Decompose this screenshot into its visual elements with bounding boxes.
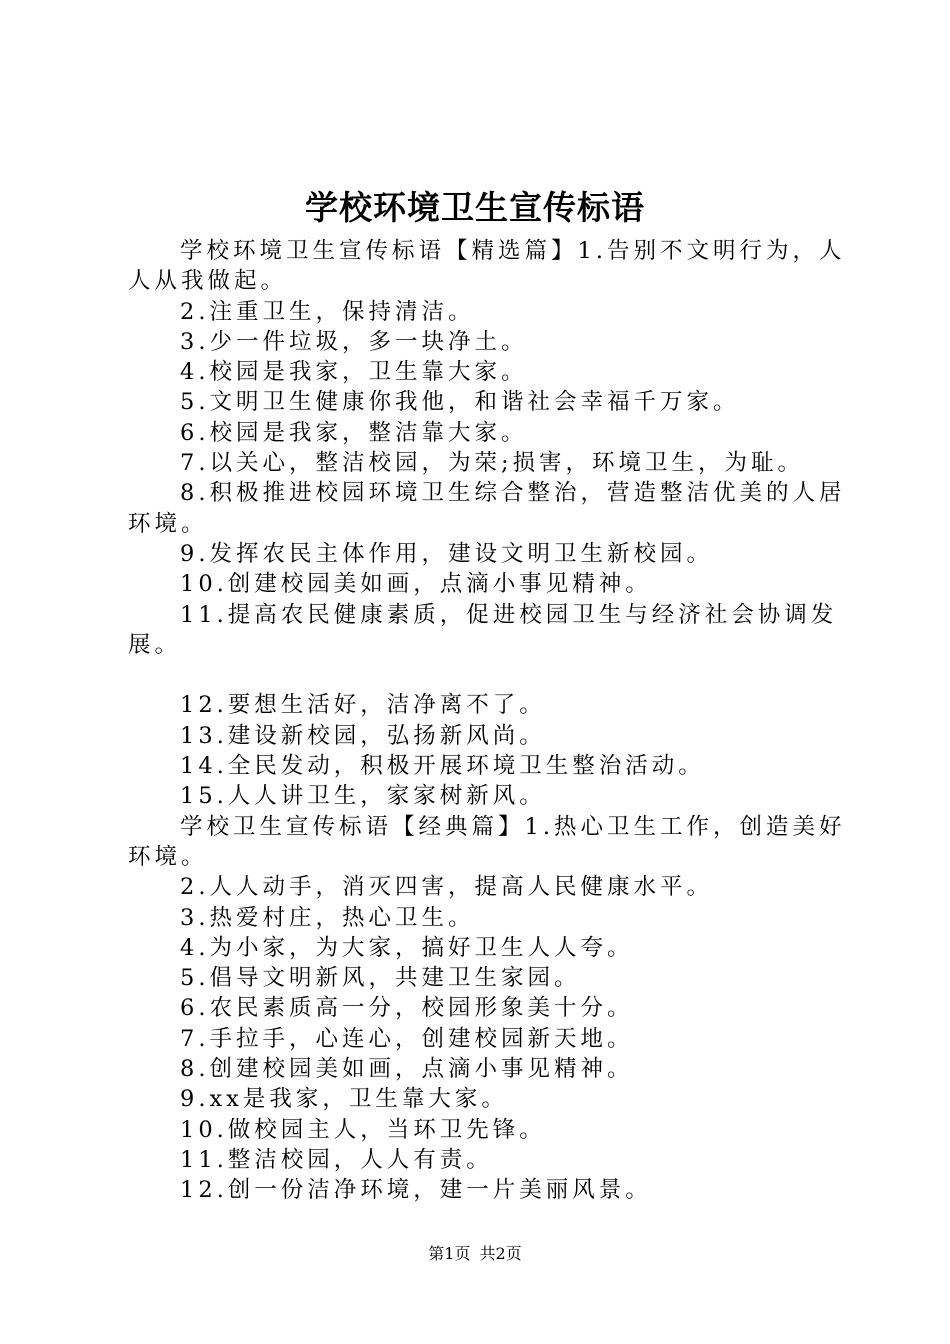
paragraph: 7.手拉手，心连心，创建校园新天地。 [180, 1025, 634, 1052]
page-total: 共2页 [479, 1244, 522, 1263]
paragraph: 15.人人讲卫生，家家树新风。 [180, 783, 546, 810]
paragraph: 8.创建校园美如画，点滴小事见精神。 [180, 1056, 634, 1083]
paragraph: 10.做校园主人，当环卫先锋。 [180, 1116, 546, 1143]
paragraph: 5.倡导文明新风，共建卫生家园。 [180, 965, 581, 992]
paragraph: 4.校园是我家，卫生靠大家。 [180, 359, 528, 386]
paragraph: 3.热爱村庄，热心卫生。 [180, 904, 475, 931]
paragraph: 14.全民发动，积极开展环境卫生整治活动。 [180, 753, 705, 780]
paragraph: 6.农民素质高一分，校园形象美十分。 [180, 995, 634, 1022]
paragraph: 11.提高农民健康素质，促进校园卫生与经济社会协调发展。 [128, 601, 838, 658]
blank-line [128, 660, 848, 690]
paragraph: 8.积极推进校园环境卫生综合整治，营造整洁优美的人居环境。 [128, 480, 846, 537]
document-body [128, 236, 848, 1206]
paragraph: 3.少一件垃圾，多一块净土。 [180, 328, 528, 355]
paragraph: 2.注重卫生，保持清洁。 [180, 298, 475, 325]
page-number: 第1页 [428, 1244, 471, 1263]
paragraph: 4.为小家，为大家，搞好卫生人人夸。 [180, 934, 634, 961]
paragraph: 学校环境卫生宣传标语【精选篇】1.告别不文明行为，人人从我做起。 [128, 238, 846, 295]
page-footer [0, 1243, 950, 1265]
paragraph: 10.创建校园美如画，点滴小事见精神。 [180, 571, 652, 598]
paragraph: 学校卫生宣传标语【经典篇】1.热心卫生工作，创造美好环境。 [128, 813, 846, 870]
paragraph: 11.整洁校园，人人有责。 [180, 1146, 493, 1173]
paragraph: 2.人人动手，消灭四害，提高人民健康水平。 [180, 874, 713, 901]
paragraph: 5.文明卫生健康你我他，和谐社会幸福千万家。 [180, 389, 740, 416]
paragraph: 7.以关心，整洁校园，为荣;损害，环境卫生，为耻。 [180, 450, 805, 477]
paragraph: 12.要想生活好，洁净离不了。 [180, 692, 546, 719]
paragraph: 12.创一份洁净环境，建一片美丽风景。 [180, 1177, 652, 1204]
paragraph: 6.校园是我家，整洁靠大家。 [180, 419, 528, 446]
paragraph: 9.发挥农民主体作用，建设文明卫生新校园。 [180, 540, 713, 567]
page-title: 学校环境卫生宣传标语 [305, 188, 645, 227]
paragraph: 13.建设新校园，弘扬新风尚。 [180, 722, 546, 749]
paragraph: 9.xx是我家，卫生靠大家。 [180, 1086, 508, 1113]
